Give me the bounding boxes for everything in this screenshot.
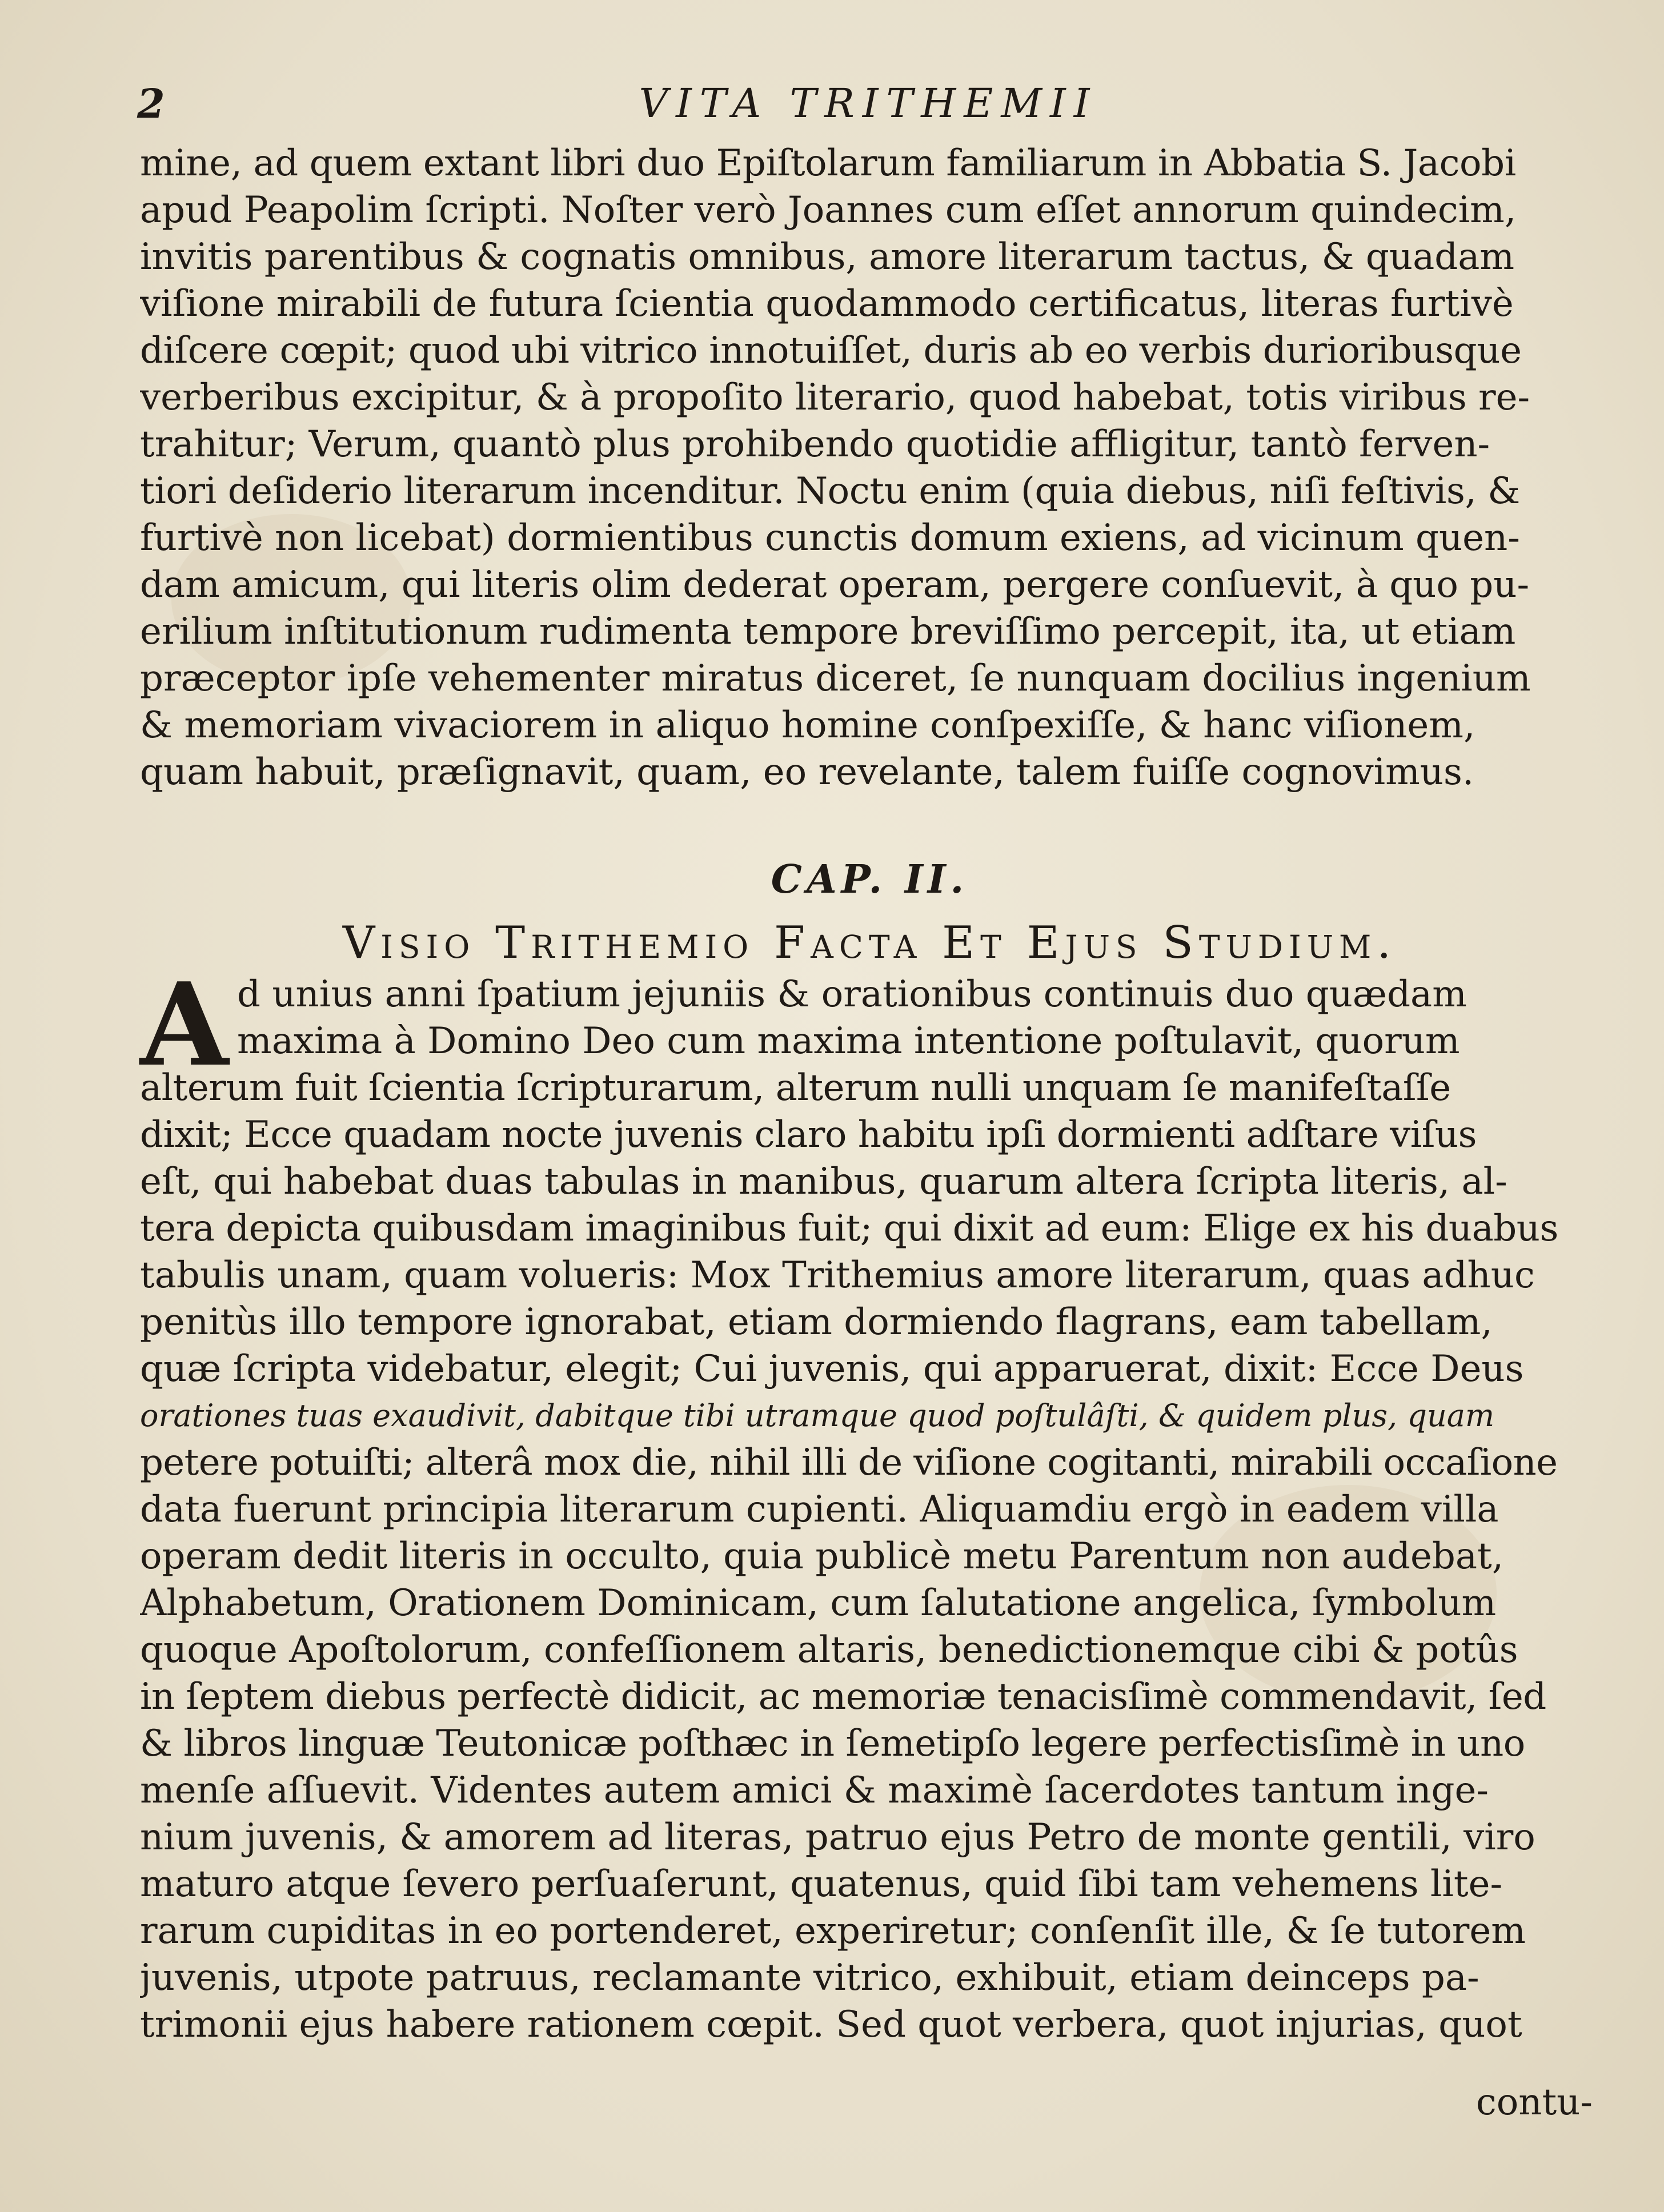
paragraph-1 [140, 140, 1599, 796]
text-line: tabulis unam, quam volueris: Mox Trithemius amore literarum, quas adhuc [140, 1254, 1535, 1296]
text-line: nium juvenis, & amorem ad literas, patruo ejus Petro de monte gentili, viro [140, 1816, 1535, 1858]
text-line: & memoriam vivaciorem in aliquo homine conſpexiſſe, & hanc viſionem, [140, 704, 1475, 746]
text-line: tiori deſiderio literarum incenditur. Noctu enim (quia diebus, niſi feſtivis, & [140, 470, 1520, 512]
catchword: contu- [1475, 2081, 1593, 2123]
text-line: viſione mirabili de futura ſcientia quodammodo certificatus, literas furtivè [140, 283, 1514, 325]
text-line: trimonii ejus habere rationem cœpit. Sed quot verbera, quot injurias, quot [140, 2004, 1522, 2046]
text-line: dam amicum, qui literis olim dederat operam, pergere conſuevit, à quo pu- [140, 564, 1530, 606]
text-line: quoque Apoſtolorum, confeſſionem altaris, benedictionemque cibi & potûs [140, 1629, 1518, 1671]
chapter-label: CAP. II. [771, 857, 969, 902]
text-line: rarum cupiditas in eo portenderet, experiretur; conſenſit ille, & ſe tutorem [140, 1910, 1526, 1952]
text-line: menſe aſſuevit. Videntes autem amici & maximè ſacerdotes tantum inge- [140, 1769, 1489, 1812]
text-line: maxima à Domino Deo cum maxima intentione poſtulavit, quorum [237, 1020, 1460, 1062]
text-line: quam habuit, præſignavit, quam, eo revelante, talem fuiſſe cognovimus. [140, 751, 1474, 793]
text-line: eſt, qui habebat duas tabulas in manibus, quarum altera ſcripta literis, al- [140, 1161, 1507, 1203]
chapter-title: Visio Trithemio Facta Et Ejus Studium. [342, 917, 1397, 969]
text-line: operam dedit literis in occulto, quia publicè metu Parentum non audebat, [140, 1535, 1504, 1577]
text-line: verberibus excipitur, & à propoſito literario, quod habebat, totis viribus re- [140, 376, 1530, 419]
text-line: orationes tuas exaudivit, dabitque tibi utramque quod poſtulâſti, & quidem plus, quam [140, 1398, 1495, 1434]
text-line: invitis parentibus & cognatis omnibus, amore literarum tactus, & quadam [140, 236, 1515, 278]
text-line: trahitur; Verum, quantò plus prohibendo quotidie affligitur, tantò ferven- [140, 423, 1490, 465]
text-line: & libros linguæ Teutonicæ poſthæc in ſemetipſo legere perfectisſimè in uno [140, 1723, 1525, 1765]
text-line: data fuerunt principia literarum cupienti. Aliquamdiu ergò in eadem villa [140, 1488, 1499, 1531]
paragraph-2 [140, 958, 1599, 2048]
text-line: quæ ſcripta videbatur, elegit; Cui juvenis, qui apparuerat, dixit: Ecce Deus [140, 1348, 1524, 1390]
text-line: juvenis, utpote patruus, reclamante vitrico, exhibuit, etiam deinceps pa- [140, 1957, 1479, 1999]
text-line: apud Peapolim ſcripti. Noſter verò Joannes cum eſſet annorum quindecim, [140, 189, 1517, 231]
text-line: penitùs illo tempore ignorabat, etiam dormiendo flagrans, eam tabellam, [140, 1301, 1493, 1343]
running-title: VITA TRITHEMII [639, 80, 1098, 127]
text-line: tera depicta quibusdam imaginibus fuit; qui dixit ad eum: Elige ex his duabus [140, 1207, 1558, 1250]
text-line: furtivè non licebat) dormientibus cunctis domum exiens, ad vicinum quen- [140, 517, 1520, 559]
text-line: erilium inſtitutionum rudimenta tempore breviſſimo percepit, ita, ut etiam [140, 611, 1516, 653]
drop-cap: A [140, 958, 229, 1092]
text-line: alterum fuit ſcientia ſcripturarum, alterum nulli unquam ſe manifeſtaſſe [140, 1067, 1451, 1109]
text-line: in ſeptem diebus perfectè didicit, ac memoriæ tenacisſimè commendavit, ſed [140, 1676, 1546, 1718]
text-line: dixit; Ecce quadam nocte juvenis claro habitu ipſi dormienti adſtare viſus [140, 1114, 1477, 1156]
text-line: petere potuiſti; alterâ mox die, nihil illi de viſione cogitanti, mirabili occaſione [140, 1442, 1558, 1484]
text-line: præceptor ipſe vehementer miratus diceret, ſe nunquam docilius ingenium [140, 657, 1531, 700]
page-number: 2 [137, 80, 165, 127]
chapter-heading [140, 851, 1599, 974]
text-line: Alphabetum, Orationem Dominicam, cum ſalutatione angelica, ſymbolum [140, 1582, 1497, 1624]
text-line: mine, ad quem extant libri duo Epiſtolarum familiarum in Abbatia S. Jacobi [140, 142, 1516, 184]
running-head [137, 80, 1599, 143]
text-line: diſcere cœpit; quod ubi vitrico innotuiſſet, duris ab eo verbis durioribusque [140, 330, 1522, 372]
text-line: maturo atque ſevero perſuaſerunt, quatenus, quid ſibi tam vehemens lite- [140, 1863, 1503, 1905]
text-line: d unius anni ſpatium jejuniis & orationibus continuis duo quædam [237, 973, 1467, 1015]
